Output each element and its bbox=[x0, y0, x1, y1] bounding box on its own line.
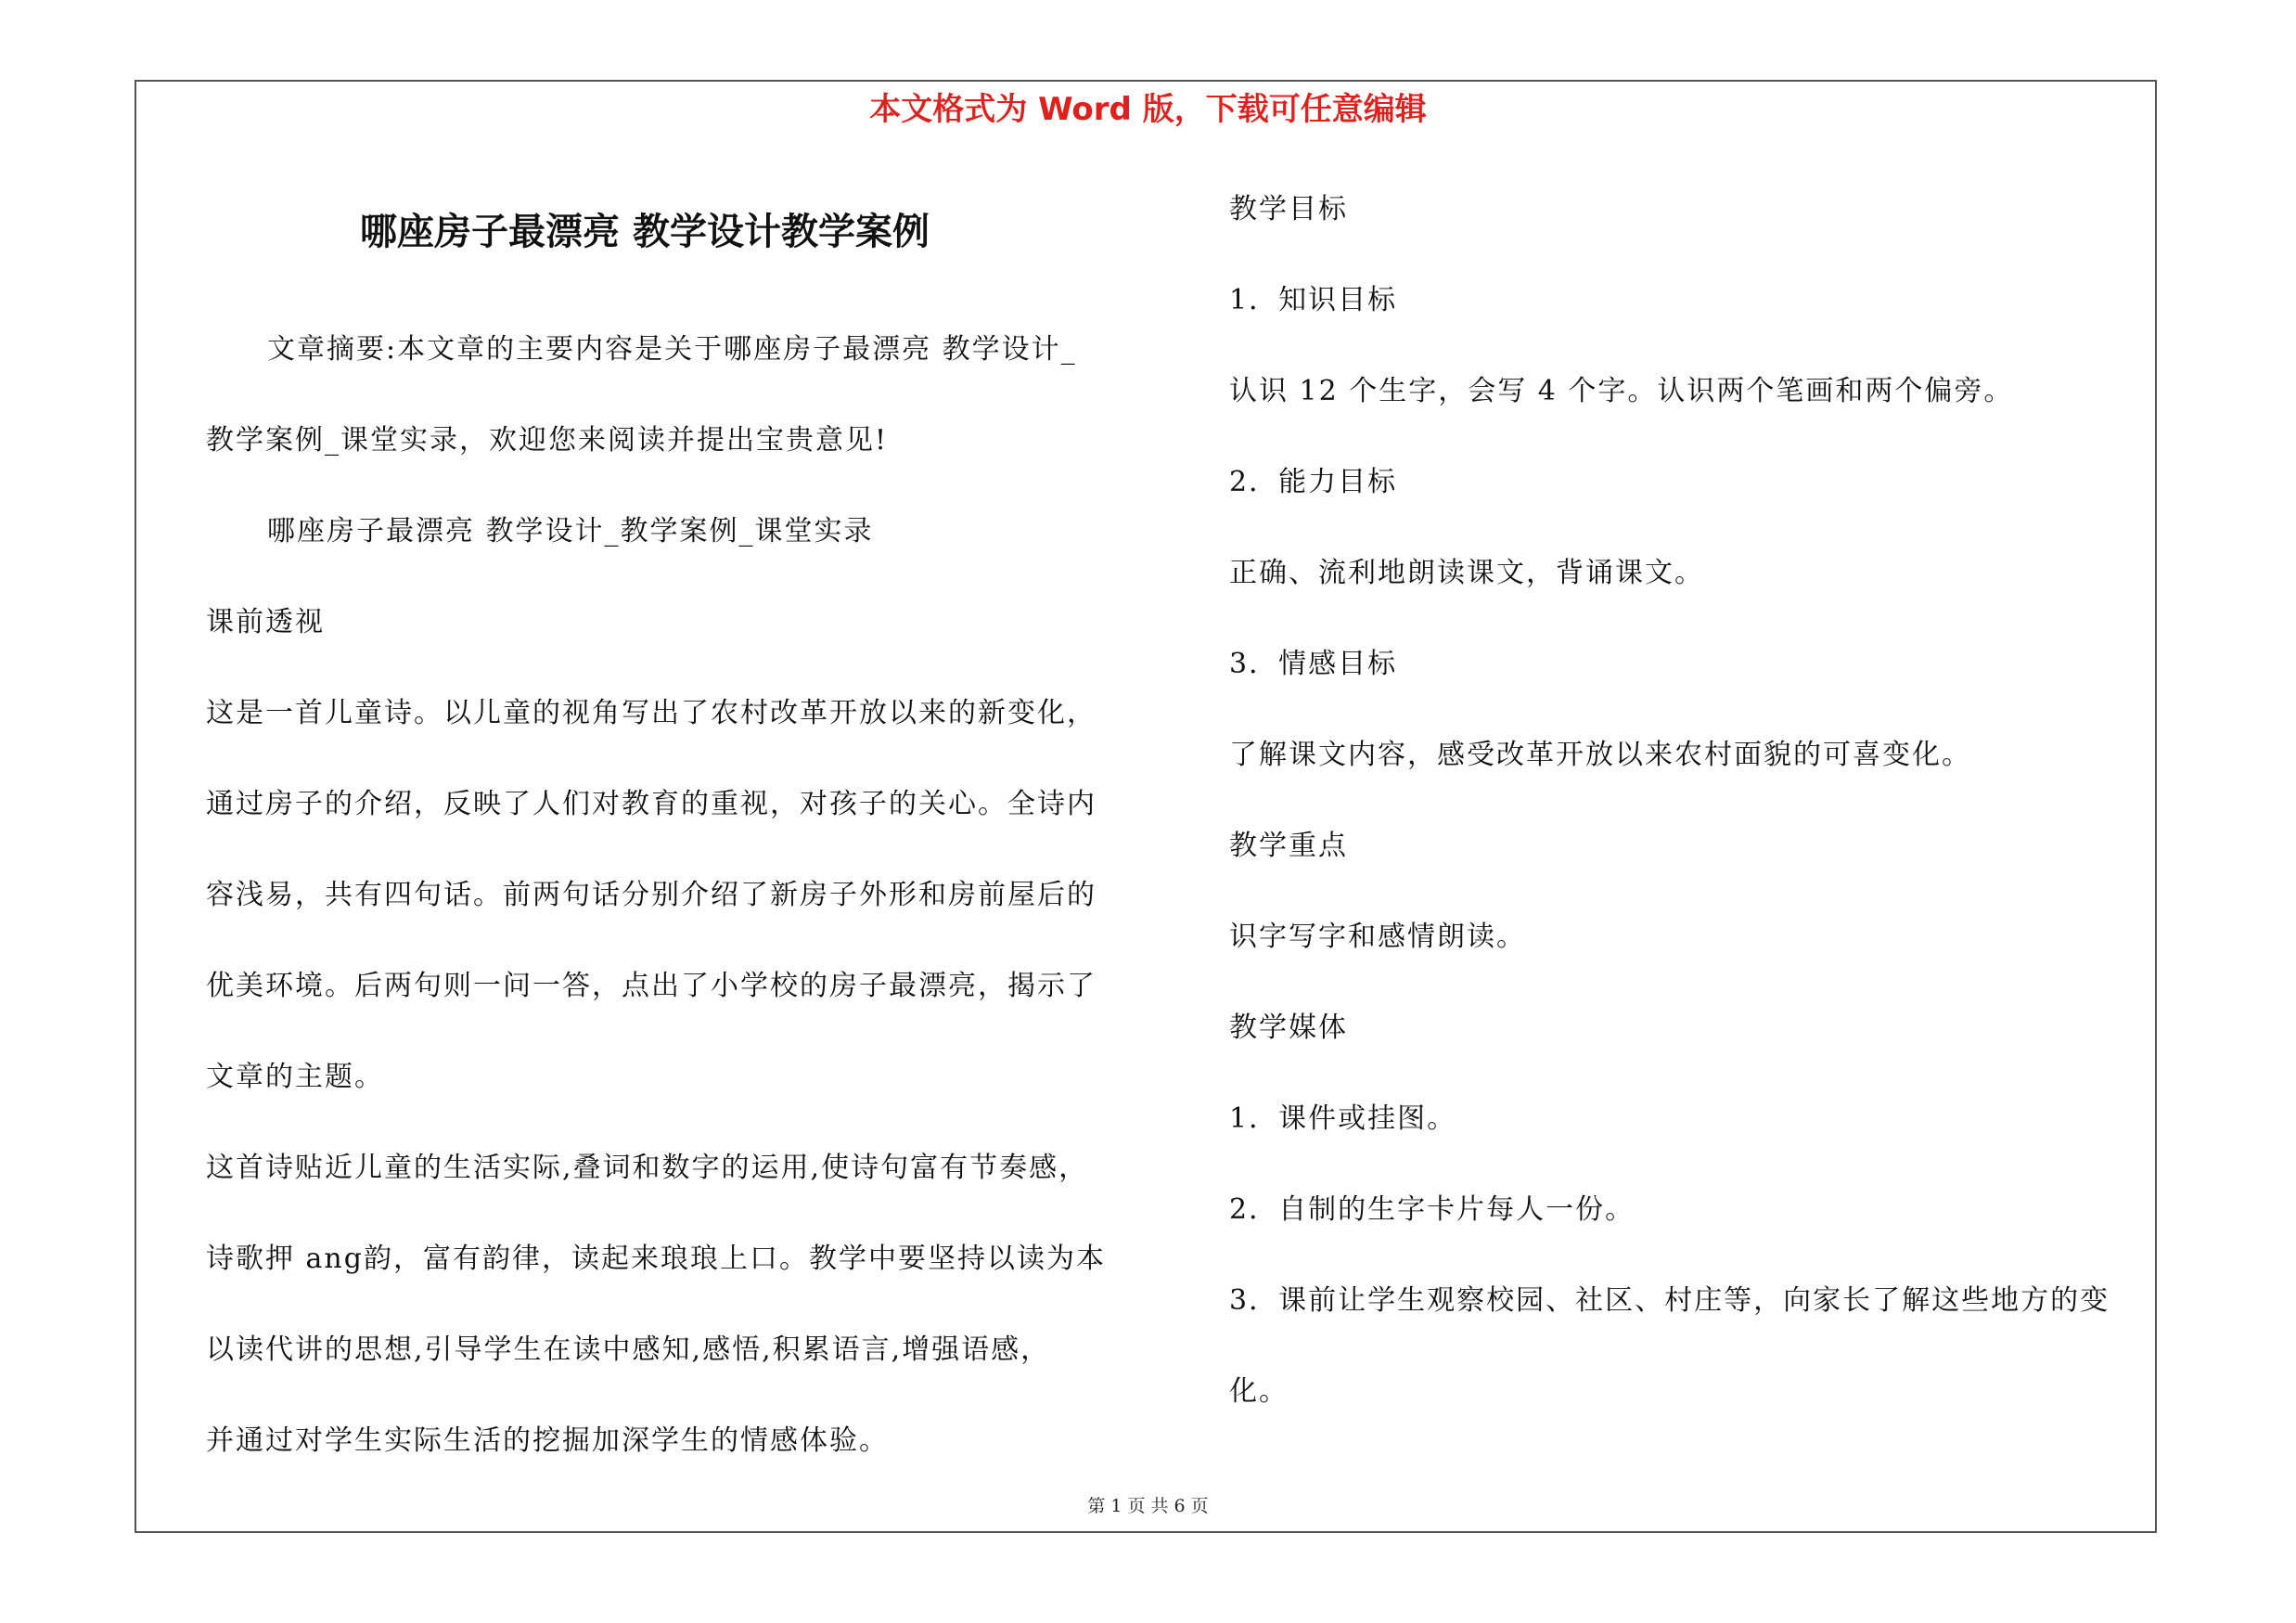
section-heading: 教学媒体 bbox=[1229, 1011, 1348, 1044]
paragraph: 文章的主题。 bbox=[206, 1061, 384, 1093]
paragraph: 容浅易，共有四句话。前两句话分别介绍了新房子外形和房前屋后的 bbox=[206, 879, 1097, 911]
paragraph: 并通过对学生实际生活的挖掘加深学生的情感体验。 bbox=[206, 1424, 889, 1457]
document-title: 哪座房子最漂亮 教学设计教学案例 bbox=[360, 211, 930, 253]
page-number-footer: 第 1 页 共 6 页 bbox=[1087, 1496, 1209, 1516]
paragraph: 识字写字和感情朗读。 bbox=[1229, 921, 1526, 953]
list-item: 2．自制的生字卡片每人一份。 bbox=[1229, 1193, 1635, 1226]
section-heading: 教学目标 bbox=[1229, 193, 1348, 225]
paragraph: 这是一首儿童诗。以儿童的视角写出了农村改革开放以来的新变化， bbox=[206, 697, 1097, 729]
section-heading: 课前透视 bbox=[206, 606, 325, 638]
paragraph: 以读代讲的思想,引导学生在读中感知,感悟,积累语言,增强语感， bbox=[206, 1333, 1051, 1366]
section-heading: 教学重点 bbox=[1229, 830, 1348, 862]
paragraph: 哪座房子最漂亮 教学设计_教学案例_课堂实录 bbox=[267, 515, 874, 547]
list-item: 3．课前让学生观察校园、社区、村庄等，向家长了解这些地方的变 bbox=[1229, 1284, 2110, 1317]
paragraph: 正确、流利地朗读课文，背诵课文。 bbox=[1229, 557, 1704, 589]
word-format-banner: 本文格式为 Word 版，下载可任意编辑 bbox=[869, 91, 1427, 128]
paragraph: 优美环境。后两句则一问一答，点出了小学校的房子最漂亮，揭示了 bbox=[206, 970, 1097, 1002]
paragraph: 通过房子的介绍，反映了人们对教育的重视，对孩子的关心。全诗内 bbox=[206, 788, 1097, 820]
paragraph: 了解课文内容，感受改革开放以来农村面貌的可喜变化。 bbox=[1229, 739, 1971, 771]
paragraph: 教学案例_课堂实录，欢迎您来阅读并提出宝贵意见! bbox=[206, 424, 889, 457]
left-column bbox=[206, 304, 1143, 1487]
subheading: 3．情感目标 bbox=[1229, 648, 1398, 680]
paragraph: 这首诗贴近儿童的生活实际,叠词和数字的运用,使诗句富有节奏感， bbox=[206, 1152, 1089, 1184]
paragraph: 认识 12 个生字，会写 4 个字。认识两个笔画和两个偏旁。 bbox=[1229, 375, 2014, 407]
list-item: 化。 bbox=[1229, 1375, 1289, 1408]
paragraph: 文章摘要:本文章的主要内容是关于哪座房子最漂亮 教学设计_ bbox=[267, 333, 1077, 366]
list-item: 1．课件或挂图。 bbox=[1229, 1102, 1457, 1135]
right-column bbox=[1229, 164, 2148, 1437]
subheading: 2．能力目标 bbox=[1229, 466, 1398, 498]
paragraph: 诗歌押 ang韵，富有韵律，读起来琅琅上口。教学中要坚持以读为本 bbox=[206, 1243, 1106, 1275]
subheading: 1．知识目标 bbox=[1229, 284, 1398, 316]
